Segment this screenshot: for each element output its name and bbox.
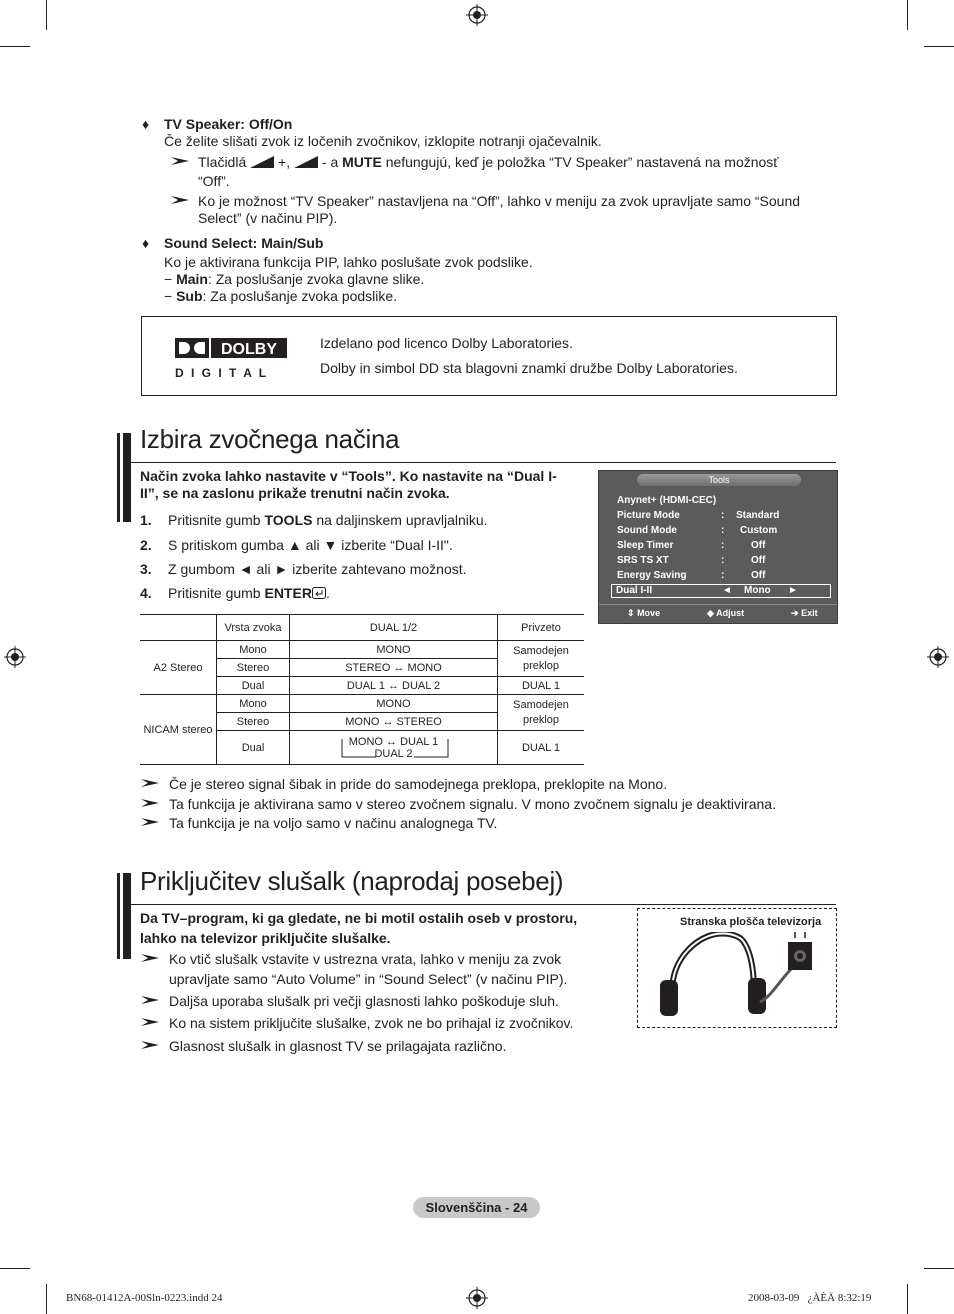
crop-mark	[907, 1284, 908, 1314]
table-header: Privzeto	[498, 615, 585, 641]
dolby-dd-icon	[175, 337, 291, 359]
table-cell: DUAL 1	[498, 731, 585, 765]
section-2-note: Ko na sistem priključite slušalke, zvok ne bo prihajal iz zvočnikov.	[169, 1015, 574, 1031]
crop-mark	[46, 1284, 47, 1314]
page-number-badge: Slovenščina - 24	[413, 1197, 540, 1218]
section-2-note: Daljša uporaba slušalk pri večji glasnosti lahko poškoduje sluh.	[169, 993, 559, 1009]
tools-row-srs[interactable]: SRS TS XT : Off	[617, 555, 766, 566]
tv-speaker-heading: TV Speaker: Off/On	[164, 116, 293, 132]
sound-select-sub: − Sub: Za poslušanje zvoka podslike.	[164, 288, 398, 304]
step-3: 3. Z gumbom ◄ ali ► izberite zahtevano možnost.	[140, 561, 467, 577]
tools-menu	[598, 470, 838, 624]
table-cell: DUAL 1 ↔ DUAL 2	[290, 677, 498, 695]
tools-row-sleep-timer[interactable]: Sleep Timer : Off	[617, 540, 766, 551]
section-1-title: Izbira zvočnega načina	[140, 424, 400, 454]
registration-mark-icon	[4, 646, 26, 668]
sound-select-main: − Main: Za poslušanje zvoka glavne slike.	[164, 271, 425, 287]
section-2-title: Priključitev slušalk (naprodaj posebej)	[140, 866, 564, 896]
table-cell: MONO ↔ DUAL 1 DUAL 2	[290, 731, 498, 765]
dolby-line-2: Dolby in simbol DD sta blagovni znamki družbe Dolby Laboratories.	[320, 360, 738, 376]
tools-row-sound-mode[interactable]: Sound Mode : Custom	[617, 525, 778, 536]
tv-speaker-note-1: Tlačidlá +, - a MUTE nefungujú, keď je položka “TV Speaker” nastavená na možnosť	[198, 154, 779, 170]
step-2: 2. S pritiskom gumba ▲ ali ▼ izberite “Dual I-II".	[140, 537, 453, 553]
tools-row-picture-mode[interactable]: Picture Mode : Standard	[617, 510, 780, 521]
table-cell: Mono	[217, 641, 290, 659]
tools-footer-move: ⇕ Move	[627, 608, 661, 618]
headphones-icon	[654, 932, 824, 1022]
table-cell: Mono	[217, 695, 290, 713]
registration-mark-icon	[927, 646, 949, 668]
section-2-note: Glasnost slušalk in glasnost TV se prilagajata različno.	[169, 1038, 507, 1054]
section-2-intro-cont: lahko na televizor priključite slušalke.	[140, 930, 391, 946]
table-cell: Stereo	[217, 713, 290, 731]
nicam-label: NICAM stereo	[140, 695, 217, 765]
note-arrow-icon	[170, 194, 190, 206]
table-cell: MONO	[290, 641, 498, 659]
tv-speaker-text: Če želite slišati zvok iz ločenih zvočnikov, izklopite notranji ojačevalnik.	[164, 133, 602, 149]
tools-footer-exit: ➔ Exit	[791, 608, 818, 618]
note-arrow-icon	[140, 952, 160, 964]
sound-select-heading: Sound Select: Main/Sub	[164, 235, 324, 251]
tv-speaker-note-2: Ko je možnost “TV Speaker” nastavljena na “Off”, lahko v meniju za zvok upravljate samo “Sound	[198, 193, 801, 209]
registration-mark-icon	[466, 1287, 488, 1309]
figure-caption: Stranska plošča televizorja	[680, 916, 822, 928]
cycle-arrow-icon	[338, 739, 452, 759]
crop-mark	[907, 0, 908, 30]
dolby-logo	[175, 337, 291, 380]
dolby-logo-sub: D I G I T A L	[175, 366, 269, 380]
tools-row-dual-selected[interactable]: Dual I-II ◄ Mono ►	[611, 584, 831, 598]
section-1-note: Ta funkcija je na voljo samo v načinu analognega TV.	[169, 815, 498, 831]
bullet: ♦	[142, 235, 150, 251]
table-cell: Samodejen preklop	[498, 695, 585, 731]
table-cell: Dual	[217, 731, 290, 765]
section-2-note: Ko vtič slušalk vstavite v ustrezna vrata, lahko v meniju za zvok	[169, 951, 562, 967]
table-cell: Dual	[217, 677, 290, 695]
section-bar	[123, 873, 131, 959]
a2-label: A2 Stereo	[140, 641, 217, 695]
footer-date: 2008-03-09 ¿ÀÈÄ 8:32:19	[748, 1292, 872, 1304]
table-cell: Samodejen preklop	[498, 641, 585, 677]
table-header: DUAL 1/2	[290, 615, 498, 641]
tools-row-anynet[interactable]: Anynet+ (HDMI-CEC)	[617, 495, 717, 506]
note-arrow-icon	[140, 816, 160, 828]
section-2-intro: Da TV–program, ki ga gledate, ne bi motil ostalih oseb v prostoru,	[140, 910, 578, 926]
sound-table	[140, 614, 584, 765]
section-1-intro: Način zvoka lahko nastavite v “Tools”. Ko nastavite na “Dual I-	[140, 468, 557, 484]
footer-file: BN68-01412A-00Sln-0223.indd 24	[66, 1292, 223, 1304]
section-1-note: Če je stereo signal šibak in pride do samodejnega preklopa, preklopite na Mono.	[169, 776, 668, 792]
section-1-intro-cont: II”, se na zaslonu prikaže trenutni način zvoka.	[140, 485, 450, 501]
note-arrow-icon	[140, 777, 160, 789]
tv-speaker-note-1-cont: “Off”.	[198, 173, 230, 189]
table-cell: MONO	[290, 695, 498, 713]
note-arrow-icon	[170, 155, 190, 167]
tv-speaker-note-2-cont: Select” (v načinu PIP).	[198, 210, 338, 226]
step-1: 1. Pritisnite gumb TOOLS na daljinskem upravljalniku.	[140, 512, 488, 528]
section-bar	[117, 433, 120, 522]
move-icon: ⇕	[627, 608, 635, 618]
crop-mark	[0, 46, 30, 47]
step-4: 4. Pritisnite gumb ENTER .	[140, 585, 330, 601]
tools-menu-title: Tools	[637, 474, 801, 486]
volume-up-icon	[250, 156, 274, 168]
dolby-logo-word: DOLBY	[221, 341, 277, 358]
tools-footer-adjust: ◆ Adjust	[707, 608, 745, 618]
crop-mark	[924, 1268, 954, 1269]
section-bar	[117, 873, 120, 959]
volume-down-icon	[294, 156, 318, 168]
enter-icon	[312, 587, 326, 599]
exit-icon: ➔	[791, 608, 799, 618]
table-cell: Stereo	[217, 659, 290, 677]
note-arrow-icon	[140, 1016, 160, 1028]
registration-mark-icon	[466, 4, 488, 26]
table-cell: DUAL 1	[498, 677, 585, 695]
crop-mark	[0, 1268, 30, 1269]
tools-divider	[599, 604, 837, 605]
tools-row-energy-saving[interactable]: Energy Saving : Off	[617, 570, 766, 581]
section-2-rule	[131, 904, 836, 905]
sound-select-text: Ko je aktivirana funkcija PIP, lahko poslušate zvok podslike.	[164, 254, 533, 270]
table-cell: MONO ↔ STEREO	[290, 713, 498, 731]
section-1-note: Ta funkcija je aktivirana samo v stereo zvočnem signalu. V mono zvočnem signalu je deaktivirana.	[169, 796, 776, 812]
adjust-icon: ◆	[707, 608, 714, 618]
note-arrow-icon	[140, 994, 160, 1006]
section-1-rule	[131, 462, 836, 463]
note-arrow-icon	[140, 1039, 160, 1051]
crop-mark	[46, 0, 47, 30]
table-cell: STEREO ↔ MONO	[290, 659, 498, 677]
section-2-note-cont: upravljate samo “Auto Volume” in “Sound Select” (v načinu PIP).	[169, 971, 568, 987]
crop-mark	[924, 46, 954, 47]
bullet: ♦	[142, 116, 150, 132]
dolby-line-1: Izdelano pod licenco Dolby Laboratories.	[320, 335, 573, 351]
table-header: Vrsta zvoka	[217, 615, 290, 641]
section-bar	[123, 433, 131, 522]
note-arrow-icon	[140, 797, 160, 809]
